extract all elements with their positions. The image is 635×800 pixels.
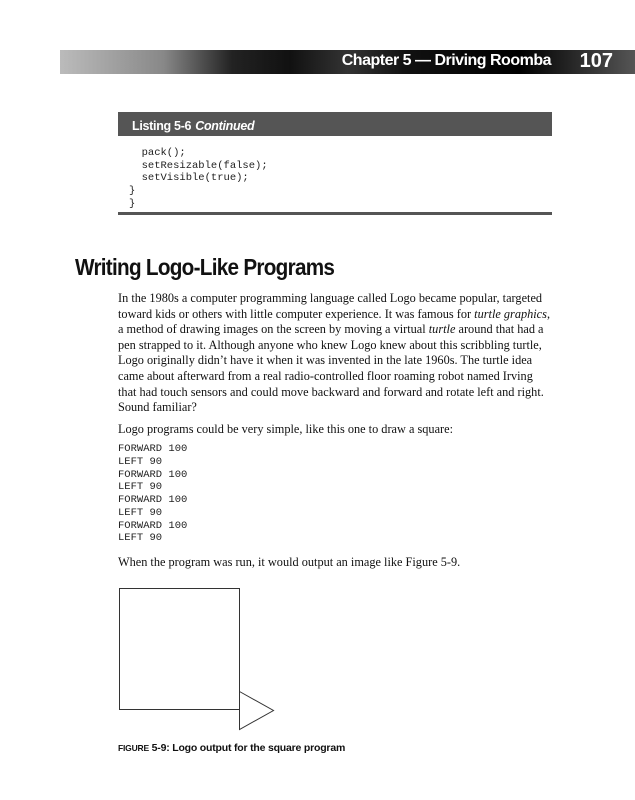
listing-sublabel: Continued	[195, 119, 255, 133]
turtle-triangle-icon	[240, 691, 274, 729]
paragraph-intro	[118, 291, 554, 416]
listing-bottom-rule	[118, 212, 552, 215]
figure-caption	[118, 742, 554, 754]
section-heading: Writing Logo-Like Programs	[75, 254, 335, 280]
text: around that had a pen strapped to it. Although anyone who knew Logo knew about this scribbling turtle, Logo originally didn’t have it when it was invented in the late 1960s. The turtle idea came about afterward from a real radio-controlled floor roaming robot named Irving that had touch sensors and could move backward and forward and rotate left and right. Sound familiar?	[118, 322, 544, 415]
paragraph-square: Logo programs could be very simple, like this one to draw a square:	[118, 421, 454, 436]
chapter-header-bar	[60, 50, 635, 74]
listing-header	[118, 112, 552, 136]
square-drawing	[120, 588, 240, 709]
page-number: 107	[579, 50, 613, 72]
italic-term: turtle graphics	[474, 306, 547, 321]
figure-number: 5-9:	[151, 741, 170, 754]
listing-label: Listing 5-6	[132, 119, 192, 133]
figure-caption-text: Logo output for the square program	[172, 741, 346, 754]
text: In the 1980s a computer programming language called Logo became popular, targeted toward kids or others with little computer experience. It was famous for	[118, 291, 543, 321]
chapter-title: Chapter 5 — Driving Roomba	[341, 52, 551, 69]
text: , a method of drawing images on the screen by moving a virtual	[118, 306, 551, 337]
listing-code: pack(); setResizable(false); setVisible(true); } }	[129, 147, 268, 210]
figure-logo-square	[118, 587, 278, 732]
logo-code: FORWARD 100 LEFT 90 FORWARD 100 LEFT 90 FORWARD 100 LEFT 90 FORWARD 100 LEFT 90	[118, 443, 188, 545]
section-body	[118, 291, 554, 754]
figure-label: FIGURE	[118, 742, 149, 753]
italic-term: turtle	[428, 322, 456, 337]
paragraph-output: When the program was run, it would output an image like Figure 5-9.	[118, 554, 461, 569]
